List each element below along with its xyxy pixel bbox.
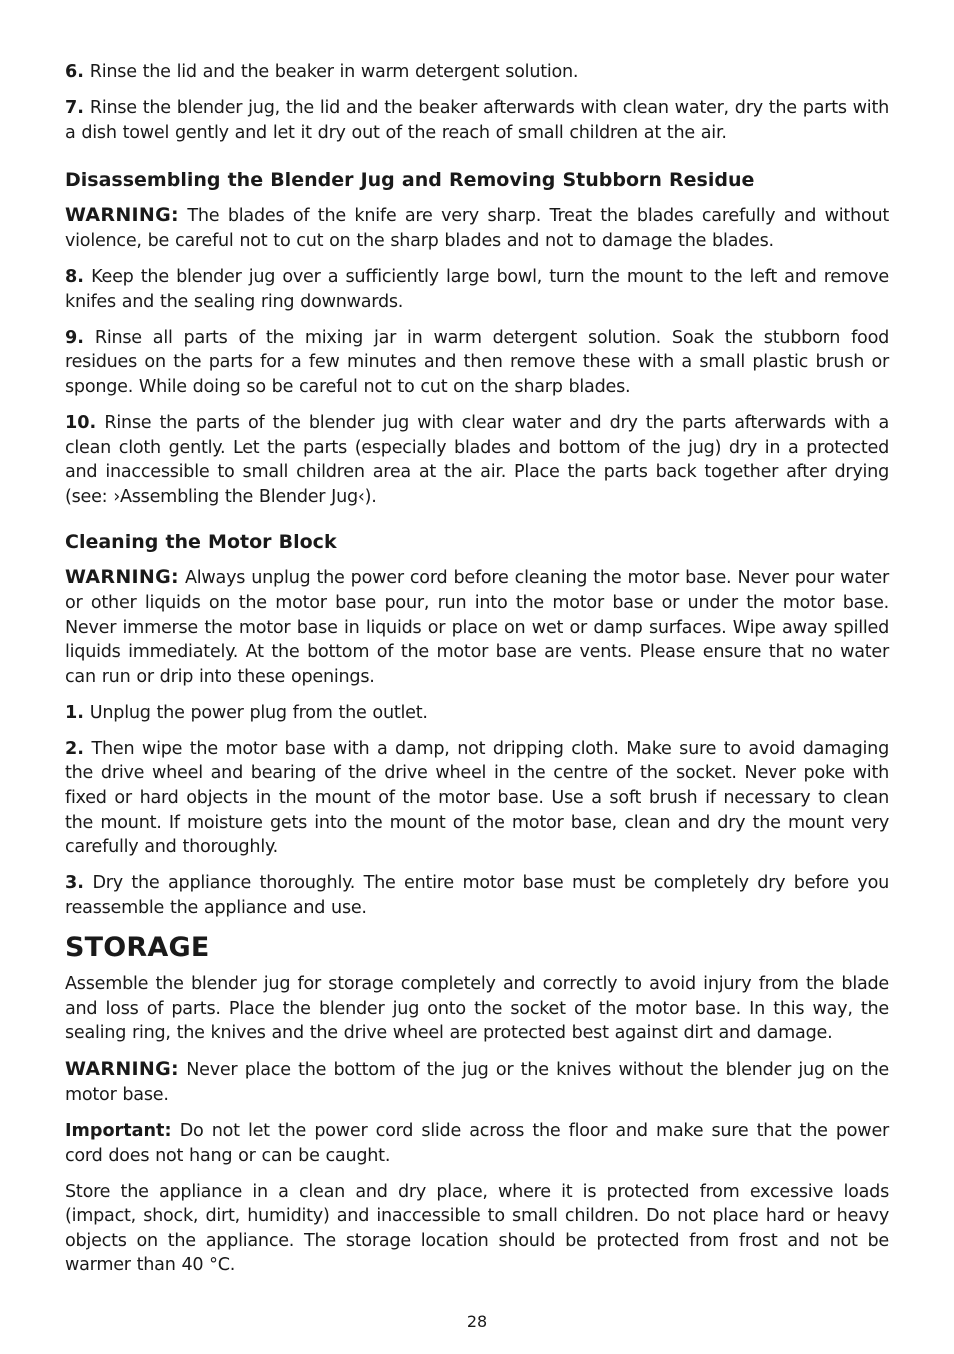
- warning-label: WARNING:: [65, 204, 179, 227]
- step-text: Rinse all parts of the mixing jar in warm detergent solution. Soak the stubborn food residues on the parts for a few minutes and then remove these with a small plastic brush or sponge. While doing so be careful not to cut on the sharp blades.: [65, 327, 890, 397]
- warning-text: Never place the bottom of the jug or the knives without the blender jug on the motor base.: [65, 1060, 889, 1105]
- step-text: Unplug the power plug from the outlet.: [89, 702, 428, 723]
- step-text: Rinse the lid and the beaker in warm detergent solution.: [89, 62, 579, 82]
- step-6: [65, 60, 889, 85]
- heading-motor-block: Cleaning the Motor Block: [65, 531, 337, 554]
- step-text: Then wipe the motor base with a damp, not dripping cloth. Make sure to avoid damaging the drive wheel and bearing of the drive wheel in the centre of the socket. Never poke with fixed or hard objects in the mount of the motor base. Use a soft brush if necessary to clean the mount. If moisture gets into the mount of the motor base, clean and dry the mount very carefully and thoroughly.: [65, 738, 889, 858]
- step-number: 8.: [65, 266, 84, 287]
- storage-closing: Store the appliance in a clean and dry place, where it is protected from excessive loads (impact, shock, dirt, humidity) and inaccessible to small children. Do not place hard or heavy objects on the appliance. The storage location should be protected from frost and not be warmer than 40 °C.: [65, 1181, 889, 1276]
- step-number: 3.: [65, 873, 84, 894]
- heading-disassembling: Disassembling the Blender Jug and Removing Stubborn Residue: [65, 169, 755, 192]
- heading-storage: STORAGE: [65, 932, 210, 964]
- warning-storage: [65, 1057, 889, 1107]
- important-label: Important:: [65, 1121, 172, 1141]
- motor-step-2: [65, 737, 889, 860]
- important-note: [65, 1119, 889, 1168]
- step-text: Rinse the parts of the blender jug with clear water and dry the parts afterwards with a clean cloth gently. Let the parts (especially blades and bottom of the jug) dry in a protected and inaccessible to small children area at the air. Place the parts back together after drying (see: ›Assembling the Blender Jug‹).: [65, 412, 889, 507]
- warning-text: Always unplug the power cord before cleaning the motor base. Never pour water or other liquids on the motor base pour, run into the motor base or under the motor base. Never immerse the motor base in liquids or place on wet or damp surfaces. Wipe away spilled liquids immediately. At the bottom of the motor base are vents. Please ensure that no water can run or drip into these openings.: [65, 568, 889, 687]
- step-text: Dry the appliance thoroughly. The entire motor base must be completely dry before you reassemble the appliance and use.: [65, 873, 889, 918]
- step-number: 2.: [65, 738, 84, 759]
- step-8: [65, 265, 889, 314]
- important-text: Do not let the power cord slide across the floor and make sure that the power cord does not hang or can be caught.: [65, 1121, 889, 1166]
- document-page: [65, 60, 889, 1290]
- storage-intro: Assemble the blender jug for storage completely and correctly to avoid injury from the blade and loss of parts. Place the blender jug onto the socket of the motor base. In this way, the sealing ring, the knives and the drive wheel are protected best against dirt and damage.: [65, 974, 889, 1044]
- motor-step-3: [65, 871, 889, 920]
- warning-label: WARNING:: [65, 566, 179, 589]
- step-number: 10.: [65, 412, 97, 433]
- step-number: 1.: [65, 702, 84, 723]
- motor-step-1: [65, 701, 889, 726]
- step-text: Rinse the blender jug, the lid and the beaker afterwards with clean water, dry the parts with a dish towel gently and let it dry out of the reach of small children at the air.: [65, 98, 889, 143]
- step-number: 7.: [65, 98, 84, 119]
- step-text: Keep the blender jug over a sufficiently large bowl, turn the mount to the left and remove knifes and the sealing ring downwards.: [65, 266, 889, 312]
- warning-motor: [65, 565, 889, 689]
- page-number: 28: [466, 1312, 488, 1331]
- step-9: [65, 326, 889, 400]
- warning-text: The blades of the knife are very sharp. Treat the blades carefully and without violence, be careful not to cut on the sharp blades and not to damage the blades.: [65, 206, 890, 251]
- step-7: [65, 96, 889, 145]
- warning-label: WARNING:: [65, 1058, 179, 1081]
- step-number: 9.: [65, 327, 84, 348]
- warning-disassembling: [65, 203, 889, 253]
- step-10: [65, 411, 889, 509]
- step-number: 6.: [65, 62, 84, 82]
